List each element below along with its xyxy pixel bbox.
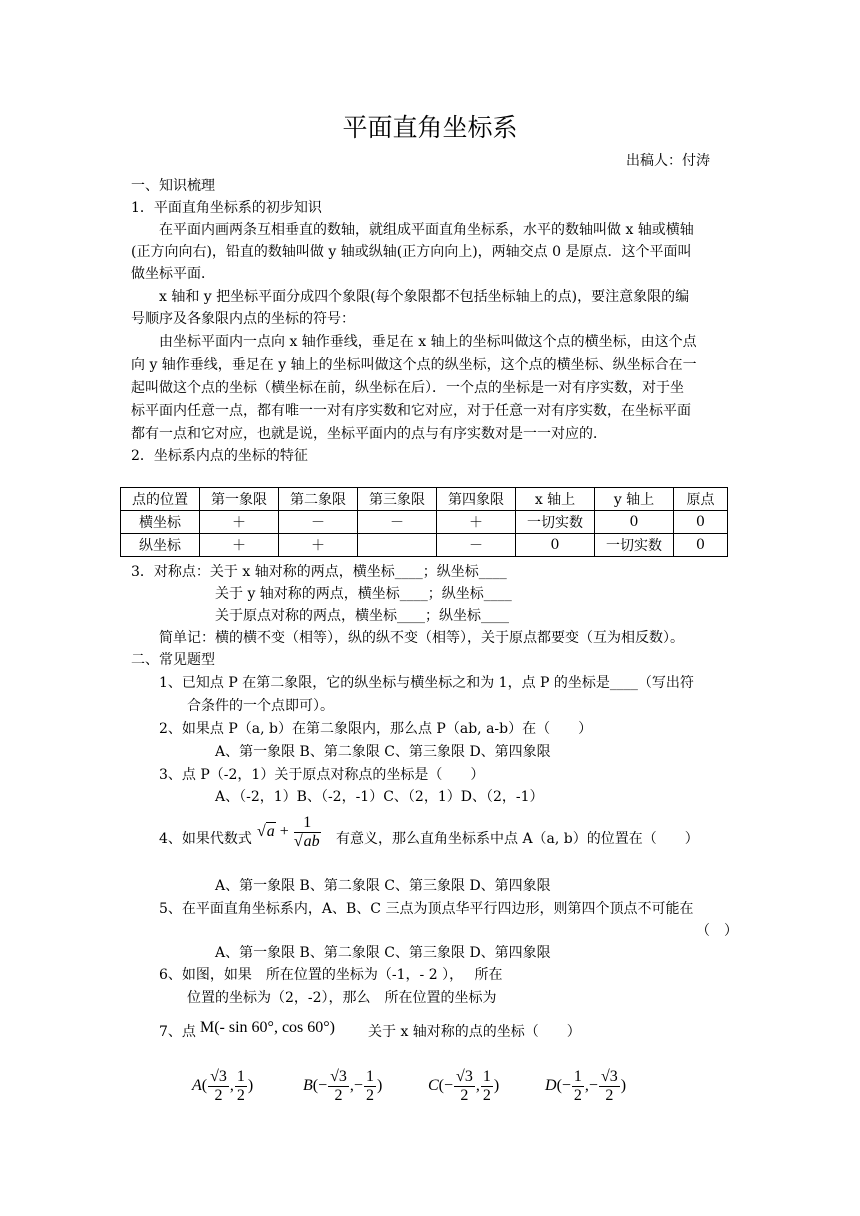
question-4-pre: 4、如果代数式	[159, 831, 252, 847]
option-letter: D	[545, 1077, 557, 1095]
table-cell: 一切实数	[516, 511, 595, 534]
paragraph-line: (正方向向右)，铅直的数轴叫做 y 轴或纵轴(正方向向上)，两轴交点 0 是原点．这个平面叫	[131, 244, 692, 260]
question-1-cont: 合条件的一个点即可）。	[187, 698, 334, 714]
question-2: 2、如果点 P（a, b）在第二象限内，那么点 P（ab, a-b）在（ ）	[159, 721, 593, 737]
table-cell: 0	[595, 511, 674, 534]
paragraph-line: 都有一点和它对应，也就是说，坐标平面内的点与有序实数对是一一对应的．	[131, 426, 607, 442]
question-5-bracket: （ ）	[696, 923, 738, 939]
fraction: $\frac{√3}{2}$	[600, 1068, 618, 1104]
table-cell: 第二象限	[279, 488, 358, 511]
radicand-ab: ab	[303, 833, 320, 850]
radicand-a: a	[266, 823, 275, 841]
subheading-basics: 1．平面直角坐标系的初步知识	[131, 200, 322, 216]
option-b-expression: B(− $\frac{√3}{2}$ ,− $\frac{1}{2}$ )	[303, 1068, 383, 1104]
symmetry-line: 3．对称点：关于 x 轴对称的两点，横坐标____；纵坐标____	[131, 564, 507, 580]
table-cell: 横坐标	[121, 511, 200, 534]
table-cell: 0	[674, 534, 728, 557]
question-7-pre: 7、点	[159, 1024, 196, 1040]
question-5: 5、在平面直角坐标系内，A、B、C 三点为顶点华平行四边形，则第四个顶点不可能在	[159, 901, 694, 917]
table-cell	[358, 534, 437, 557]
numerator: 1	[294, 814, 321, 833]
fraction: $\frac{1}{2}$	[482, 1068, 491, 1104]
paragraph-line: 标平面内任意一点，都有唯一一对有序实数和它对应，对于任意一对有序实数，在坐标平面	[131, 403, 691, 419]
question-2-options: A、第一象限 B、第二象限 C、第三象限 D、第四象限	[215, 744, 551, 760]
table-cell: ＋	[279, 534, 358, 557]
table-row	[121, 488, 728, 511]
paragraph-line: 由坐标平面内一点向 x 轴作垂线，垂足在 x 轴上的坐标叫做这个点的横坐标，由这个点	[159, 334, 697, 350]
table-row	[121, 534, 728, 557]
table-cell: －	[437, 534, 516, 557]
fraction: $\frac{1}{2}$	[236, 1068, 245, 1104]
option-letter: C	[428, 1077, 439, 1095]
fraction: $\frac{1}{2}$	[365, 1068, 374, 1104]
symmetry-line: 关于 y 轴对称的两点，横坐标____；纵坐标____	[215, 586, 512, 602]
fraction: $\frac{√3}{2}$	[456, 1068, 473, 1104]
question-1: 1、已知点 P 在第二象限，它的纵坐标与横坐标之和为 1，点 P 的坐标是____（写出符	[159, 675, 694, 691]
author-line: 出稿人：付涛	[626, 153, 710, 169]
paragraph-line: 号顺序及各象限内点的坐标的符号：	[131, 311, 355, 327]
question-4-expression	[257, 814, 322, 851]
denominator: √ab	[293, 833, 320, 850]
fraction: $\frac{√3}{2}$	[210, 1068, 227, 1104]
question-5-options: A、第一象限 B、第二象限 C、第三象限 D、第四象限	[215, 945, 551, 961]
subheading-features: 2．坐标系内点的坐标的特征	[131, 448, 308, 464]
option-letter: B	[303, 1077, 313, 1095]
fraction-one-over-sqrt-ab	[294, 814, 321, 851]
table-cell: ＋	[200, 511, 279, 534]
page-title: 平面直角坐标系	[342, 113, 518, 142]
table-cell: 纵坐标	[121, 534, 200, 557]
table-cell: 原点	[674, 488, 728, 511]
table-cell: 0	[516, 534, 595, 557]
coordinate-sign-table	[120, 487, 728, 557]
question-3-options: A、（-2，1）B、（-2，-1）C、（2，1）D、（2，-1）	[215, 789, 544, 805]
table-cell: y 轴上	[595, 488, 674, 511]
question-7-expression: M(- sin 60°, cos 60°)	[200, 1019, 336, 1036]
section-heading-knowledge: 一、知识梳理	[131, 178, 215, 194]
symmetry-line: 关于原点对称的两点，横坐标____；纵坐标____	[215, 608, 509, 624]
option-letter: A	[192, 1077, 202, 1095]
table-cell: ＋	[200, 534, 279, 557]
option-a-expression: A( $\frac{√3}{2}$ , $\frac{1}{2}$ )	[192, 1068, 254, 1104]
question-6: 6、如图，如果 所在位置的坐标为（-1，- 2 ）， 所在	[159, 967, 503, 983]
table-cell: x 轴上	[516, 488, 595, 511]
table-cell: 第一象限	[200, 488, 279, 511]
table-cell: 0	[674, 511, 728, 534]
table-cell: ＋	[437, 511, 516, 534]
question-7-post: 关于 x 轴对称的点的坐标（ ）	[368, 1024, 581, 1040]
question-4-options: A、第一象限 B、第二象限 C、第三象限 D、第四象限	[215, 878, 551, 894]
memo-line: 简单记：横的横不变（相等），纵的纵不变（相等），关于原点都要变（互为相反数）。	[159, 630, 684, 646]
question-4-post: 有意义，那么直角坐标系中点 A（a, b）的位置在（ ）	[336, 831, 699, 847]
table-row	[121, 511, 728, 534]
table-cell: －	[358, 511, 437, 534]
paragraph-line: 起叫做这个点的坐标（横坐标在前，纵坐标在后）．一个点的坐标是一对有序实数，对于坐	[131, 380, 684, 396]
sqrt-a: √a	[257, 823, 275, 841]
question-3: 3、点 P（-2，1）关于原点对称点的坐标是（ ）	[159, 767, 485, 783]
table-cell: 点的位置	[121, 488, 200, 511]
plus-sign: +	[279, 823, 289, 841]
table-cell: 一切实数	[595, 534, 674, 557]
paragraph-line: 在平面内画两条互相垂直的数轴，就组成平面直角坐标系，水平的数轴叫做 x 轴或横轴	[159, 222, 694, 238]
paragraph-line: 做坐标平面．	[131, 266, 215, 282]
fraction: $\frac{√3}{2}$	[330, 1068, 347, 1104]
question-6-cont: 位置的坐标为（2，-2），那么 所在位置的坐标为	[187, 990, 497, 1006]
option-c-expression: C(− $\frac{√3}{2}$ , $\frac{1}{2}$ )	[428, 1068, 500, 1104]
table-cell: 第四象限	[437, 488, 516, 511]
option-d-expression: D(− $\frac{1}{2}$ ,− $\frac{√3}{2}$ )	[545, 1068, 627, 1104]
section-heading-types: 二、常见题型	[131, 652, 215, 668]
fraction: $\frac{1}{2}$	[573, 1068, 582, 1104]
paragraph-line: 向 y 轴作垂线，垂足在 y 轴上的坐标叫做这个点的纵坐标，这个点的横坐标、纵坐标合在一	[131, 357, 697, 373]
table-cell: －	[279, 511, 358, 534]
paragraph-line: x 轴和 y 把坐标平面分成四个象限(每个象限都不包括坐标轴上的点)，要注意象限的编	[159, 289, 690, 305]
table-cell: 第三象限	[358, 488, 437, 511]
